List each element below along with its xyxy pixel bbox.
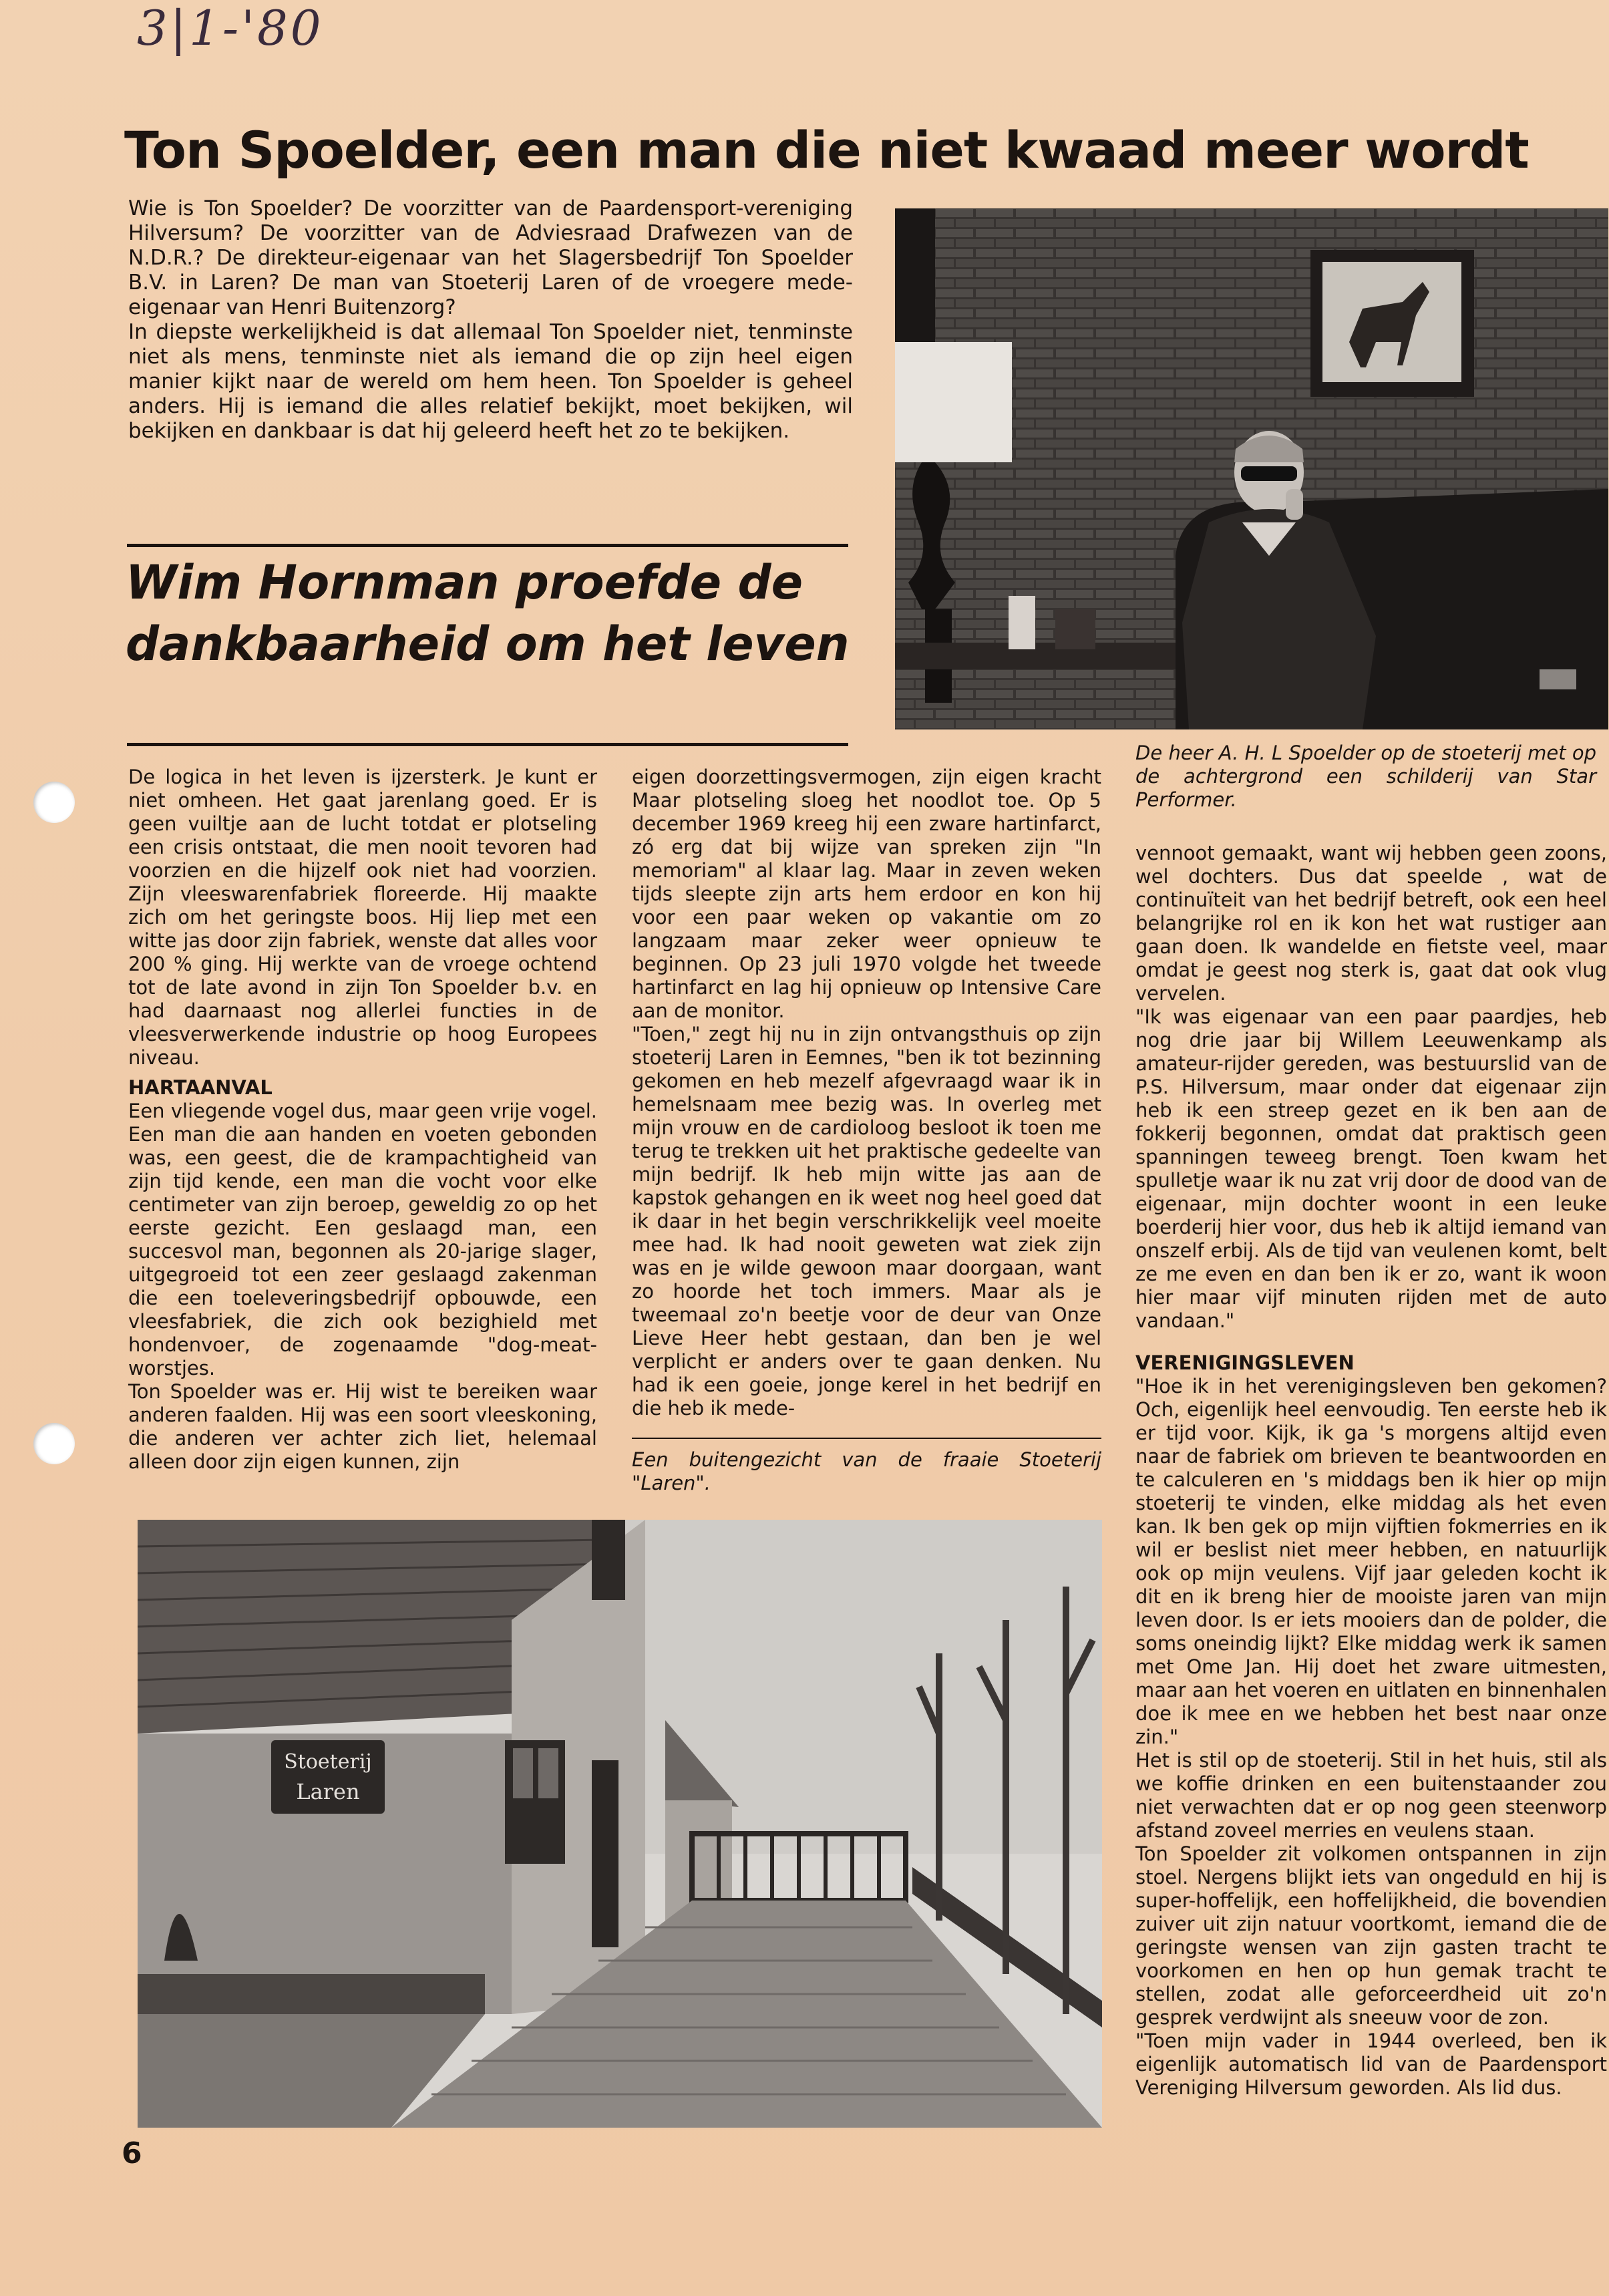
- portrait-caption: De heer A. H. L Spoelder op de stoeterij met op de achtergrond een schilderij van Star Performer.: [1135, 742, 1596, 811]
- section-heading: VERENIGINGSLEVEN: [1135, 1351, 1355, 1374]
- intro-paragraph: Wie is Ton Spoelder? De voorzitter van de Paardensport-vereniging Hilversum? De voorzitter van de Adviesraad Drafwezen van de N.D.R.? De direkteur-eigenaar van het Slagersbedrijf Ton Spoelder B.V. in Laren? De man van Stoeterij Laren of de vroegere mede-eigenaar van Henri Buitenzorg?: [128, 196, 853, 319]
- article-column-1: [128, 766, 597, 1474]
- punch-hole: [33, 782, 75, 823]
- body-paragraph: "Toen mijn vader in 1944 overleed, ben ik eigenlijk automatisch lid van de Paardensport Vereniging Hilversum geworden. Als lid dus.: [1135, 2029, 1607, 2099]
- page-number: 6: [122, 2136, 142, 2170]
- section-heading: HARTAANVAL: [128, 1076, 273, 1099]
- farm-photo-illustration: [138, 1520, 1102, 2128]
- farm-photo: [138, 1520, 1102, 2128]
- headline: Ton Spoelder, een man die niet kwaad meer wordt: [124, 120, 1529, 180]
- section-rule: [127, 544, 848, 547]
- section-rule: [127, 743, 848, 746]
- farm-caption: Een buitengezicht van de fraaie Stoeterij "Laren".: [632, 1448, 1101, 1494]
- body-paragraph: Ton Spoelder zit volkomen ontspannen in zijn stoel. Nergens blijkt iets van ongeduld en hij is super-hoffelijk, een hoffelijkheid, die bovendien zuiver uit zijn natuur voortkomt, iemand die de geringste wensen van zijn gasten tracht te voorkomen en hen op hun gemak tracht te stellen, zodat alle geforceerdheid uit zo'n gesprek verdwijnt als sneeuw voor de zon.: [1135, 1842, 1607, 2029]
- sign-line-2: Laren: [296, 1779, 360, 1804]
- portrait-photo-illustration: [895, 208, 1608, 729]
- subhead: Wim Hornman proefde de dankbaarheid om het leven: [126, 555, 850, 671]
- body-paragraph: Het is stil op de stoeterij. Stil in het huis, stil als we koffie drinken en een buitenstaander zou niet verwachten dat er op nog geen steenworp afstand zoveel merries en veulens staan.: [1135, 1749, 1607, 1842]
- body-paragraph: eigen doorzettingsvermogen, zijn eigen kracht Maar plotseling sloeg het noodlot toe. Op 5 december 1969 kreeg hij een zware hartinfarct, zó erg dat bij wijze van spreken zijn "In memoriam" al klaar lag. Maar in zeven weken tijds sleepte zijn arts hem erdoor en kon hij voor een paar weken op vakantie om zo langzaam maar zeker weer opnieuw te beginnen. Op 23 juli 1970 volgde het tweede hartinfarct en lag hij opnieuw op Intensive Care aan de monitor.: [632, 766, 1101, 1022]
- sign-line-1: Stoeterij: [284, 1750, 372, 1774]
- intro-paragraph: In diepste werkelijkheid is dat allemaal Ton Spoelder niet, tenminste niet als mens, tenminste niet als iemand die op zijn heel eigen manier kijkt naar de wereld om hem heen. Ton Spoelder is geheel anders. Hij is iemand die alles relatief bekijkt, moet bekijken, wil bekijken en dankbaar is dat hij geleerd heeft het zo te bekijken.: [128, 320, 853, 443]
- caption-rule: [632, 1438, 1101, 1439]
- punch-hole: [33, 1423, 75, 1464]
- article-column-3: [1135, 842, 1607, 2100]
- body-paragraph: De logica in het leven is ijzersterk. Je kunt er niet omheen. Het gaat jarenlang goed. Er is geen vuiltje aan de lucht totdat er plotseling een crisis ontstaat, die men nooit tevoren had voorzien en die hijzelf ook niet had voorzien. Zijn vleeswarenfabriek floreerde. Hij maakte zich om het geringste boos. Hij liep met een witte jas door zijn fabriek, wenste dat alles voor 200 % ging. Hij werkte van de vroege ochtend tot de late avond in zijn Ton Spoelder b.v. en had daarnaast nog allerlei functies in de vleesverwerkende industrie op hoog Europees niveau.: [128, 766, 597, 1069]
- handwritten-date: 3|1-'80: [137, 0, 324, 56]
- body-paragraph: "Ik was eigenaar van een paar paardjes, heb nog drie jaar bij Willem Leeuwenkamp als amateur-rijder gereden, was bestuurslid van de P.S. Hilversum, maar onder dat eigenaar zijn heb ik een streep gezet en ik ben aan de fokkerij begonnen, omdat dat praktisch geen spanningen teweeg brengt. Toen kwam het spulletje waar ik nu zat vrij door de dood van de eigenaar, mijn dochter woont in een leuke boerderij hier voor, dus heb ik altijd iemand van onszelf erbij. Als de tijd van veulenen komt, belt ze me even en dan ben ik er zo, want ik woon hier maar vijf minuten rijden met de auto vandaan.": [1135, 1005, 1607, 1332]
- portrait-photo: [895, 208, 1608, 729]
- intro-text: [128, 196, 853, 444]
- article-column-2: [632, 766, 1101, 1420]
- body-paragraph: "Toen," zegt hij nu in zijn ontvangsthuis op zijn stoeterij Laren in Eemnes, "ben ik tot bezinning gekomen en heb mezelf afgevraagd waar ik in hemelsnaam mee bezig was. In overleg met mijn vrouw en de cardioloog besloot ik toen me terug te trekken uit het praktische gedeelte van mijn bedrijf. Ik heb mijn witte jas aan de kapstok gehangen en ik weet nog heel goed dat ik daar in het begin verschrikkelijk veel moeite mee had. Ik had nooit geweten wat ziek zijn was en je wilde gewoon maar doorgaan, want zo hoorde het toch immers. Maar als je tweemaal zo'n beetje voor de deur van Onze Lieve Heer hebt gestaan, dan ben je wel verplicht er anders over te gaan denken. Nu had ik een goeie, jonge kerel in het bedrijf en die heb ik mede-: [632, 1023, 1101, 1420]
- body-paragraph: vennoot gemaakt, want wij hebben geen zoons, wel dochters. Dus dat speelde , wat de continuïteit van het bedrijf betreft, ook een heel belangrijke rol en ik kon het wat rustiger aan gaan doen. Ik wandelde en fietste veel, maar omdat je geest nog sterk is, gaat dat ook vlug vervelen.: [1135, 842, 1607, 1005]
- body-paragraph: "Hoe ik in het verenigingsleven ben gekomen? Och, eigenlijk heel eenvoudig. Ten eerste heb ik er tijd voor. Kijk, ik ga 's morgens altijd even naar de fabriek om brieven te beantwoorden en te calculeren en 's middags ben ik hier op mijn stoeterij te vinden, elke middag als het even kan. Ik ben gek op mijn vijftien fokmerries en ik wil er beslist niet meer hebben, en natuurlijk ook op mijn veulens. Vijf jaar geleden kocht ik dit en ik breng hier de mooiste jaren van mijn leven door. Is er iets mooiers dan de polder, die soms oneindig lijkt? Elke middag werk ik samen met Ome Jan. Hij doet het zware uitmesten, maar aan het voeren en uitlaten en binnenhalen doe ik mee en we hebben het best naar onze zin.": [1135, 1375, 1607, 1748]
- body-paragraph: Ton Spoelder was er. Hij wist te bereiken waar anderen faalden. Hij was een soort vleeskoning, die anderen ver achter zich liet, helemaal alleen door zijn eigen kunnen, zijn: [128, 1380, 597, 1473]
- body-paragraph: Een vliegende vogel dus, maar geen vrije vogel. Een man die aan handen en voeten gebonden was, een geest, die de krampachtigheid van zijn tijd kende, een man die vocht voor elke centimeter van zijn beroep, geweldig zo op het eerste gezicht. Een geslaagd man, een succesvol man, begonnen als 20-jarige slager, uitgegroeid tot een zeer geslaagd zakenman die een toeleveringsbedrijf opbouwde, een vleesfabriek, die zich ook bezighield met hondenvoer, de zogenaamde "dog-meat-worstjes.: [128, 1100, 597, 1379]
